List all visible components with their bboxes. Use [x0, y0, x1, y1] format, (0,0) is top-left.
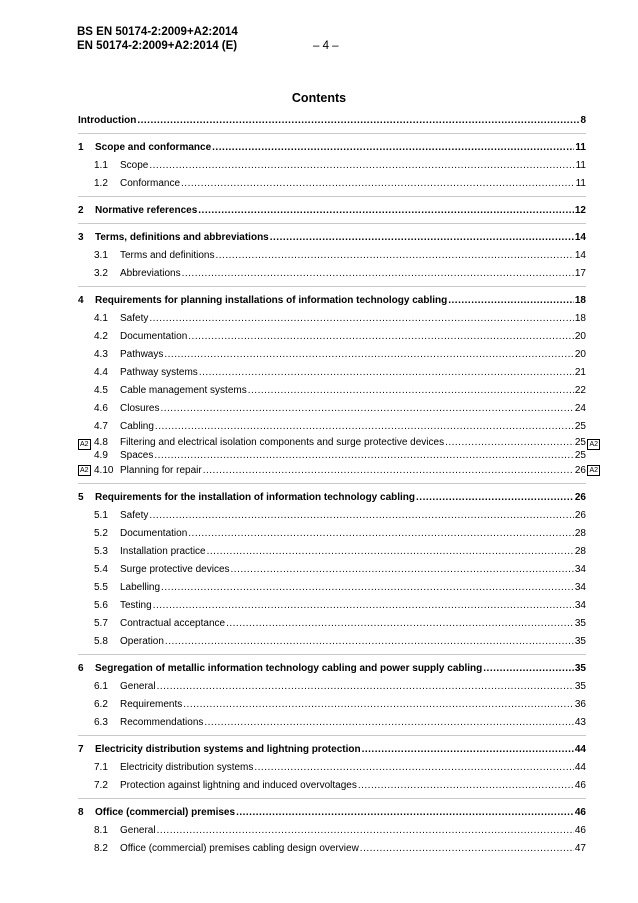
toc-entry-label: Surge protective devices	[120, 564, 230, 575]
toc-entry-number: 4.10	[94, 465, 114, 476]
toc-entry[interactable]	[78, 400, 586, 418]
dot-leader	[198, 202, 574, 220]
toc-entry[interactable]	[78, 310, 586, 328]
toc-entry[interactable]	[78, 382, 586, 400]
toc-entry-page: 8	[580, 115, 586, 126]
toc-entry-page: 35	[574, 681, 586, 692]
toc-entry-page: 14	[574, 232, 586, 243]
toc-entry-page: 28	[574, 528, 586, 539]
toc-entry[interactable]	[78, 579, 586, 597]
toc-entry-label: Installation practice	[120, 546, 206, 557]
toc-entry-label: Requirements for planning installations of information technology cabling	[95, 295, 448, 306]
toc-entry-page: 20	[574, 331, 586, 342]
toc-entry-number: 2	[78, 205, 84, 216]
toc-entry-label: Requirements	[120, 699, 183, 710]
toc-entry-label: General	[120, 825, 156, 836]
dot-leader	[181, 175, 575, 193]
toc-entry-number: 8.2	[94, 843, 108, 854]
contents-title: Contents	[291, 91, 347, 105]
toc-entry[interactable]	[78, 139, 586, 157]
toc-entry[interactable]	[78, 265, 586, 283]
toc-entry-number: 4	[78, 295, 84, 306]
toc-entry-label: Office (commercial) premises cabling design overview	[120, 843, 359, 854]
toc-entry-number: 4.2	[94, 331, 108, 342]
toc-entry[interactable]	[78, 696, 586, 714]
dot-leader	[149, 507, 574, 525]
dot-leader	[153, 597, 574, 615]
toc-entry[interactable]	[78, 112, 586, 130]
toc-entry-number: 5.1	[94, 510, 108, 521]
toc-entry-number: 4.7	[94, 421, 108, 432]
dot-leader	[154, 449, 574, 462]
section-divider	[78, 133, 586, 134]
amendment-end-marker: A2	[589, 467, 598, 474]
dot-leader	[182, 265, 574, 283]
dot-leader	[137, 112, 579, 130]
toc-entry[interactable]	[78, 741, 586, 759]
toc-entry-page: 46	[574, 807, 586, 818]
toc-entry[interactable]	[78, 157, 586, 175]
toc-entry-number: 5.2	[94, 528, 108, 539]
dot-leader	[164, 346, 574, 364]
section-divider	[78, 483, 586, 484]
dot-leader	[483, 660, 574, 678]
toc-entry-page: 47	[574, 843, 586, 854]
toc-entry-page: 26	[574, 465, 586, 476]
dot-leader	[161, 579, 574, 597]
dot-leader	[204, 714, 574, 732]
toc-entry[interactable]	[78, 489, 586, 507]
dot-leader	[188, 525, 574, 543]
toc-entry-page: 43	[574, 717, 586, 728]
toc-entry-number: 6.1	[94, 681, 108, 692]
dot-leader	[157, 822, 574, 840]
toc-entry-label: Operation	[120, 636, 164, 647]
toc-entry-page: 36	[574, 699, 586, 710]
dot-leader	[155, 418, 574, 436]
section-divider	[78, 286, 586, 287]
toc-entry-page: 34	[574, 582, 586, 593]
toc-entry-page: 34	[574, 600, 586, 611]
toc-entry-label: Abbreviations	[120, 268, 181, 279]
document-header	[77, 25, 339, 53]
toc-entry-number: 5.5	[94, 582, 108, 593]
toc-entry-label: Terms and definitions	[120, 250, 215, 261]
header-standard-id: BS EN 50174-2:2009+A2:2014	[77, 26, 238, 38]
toc-entry[interactable]	[78, 449, 586, 462]
toc-entry-number: 6.2	[94, 699, 108, 710]
dot-leader	[236, 804, 574, 822]
toc-entry-page: 26	[574, 510, 586, 521]
toc-entry-page: 25	[574, 421, 586, 432]
toc-entry-label: Introduction	[78, 115, 137, 126]
toc-entry[interactable]	[78, 597, 586, 615]
toc-entry[interactable]	[78, 525, 586, 543]
toc-entry-number: 8.1	[94, 825, 108, 836]
table-of-contents	[78, 112, 598, 858]
toc-entry-label: Segregation of metallic information technology cabling and power supply cabling	[95, 663, 483, 674]
toc-entry[interactable]	[78, 714, 586, 732]
toc-entry-page: 20	[574, 349, 586, 360]
toc-entry[interactable]	[78, 507, 586, 525]
dot-leader	[248, 382, 574, 400]
dot-leader	[160, 400, 573, 418]
toc-entry[interactable]	[78, 247, 586, 265]
dot-leader	[188, 328, 574, 346]
dot-leader	[254, 759, 574, 777]
toc-entry-label: Electricity distribution systems and lightning protection	[95, 744, 361, 755]
dot-leader	[157, 678, 574, 696]
toc-entry-label: Safety	[120, 313, 149, 324]
toc-entry-label: Conformance	[120, 178, 181, 189]
toc-entry-label: Labelling	[120, 582, 161, 593]
toc-entry-label: Documentation	[120, 331, 188, 342]
toc-entry-page: 35	[574, 636, 586, 647]
dot-leader	[226, 615, 574, 633]
toc-entry-number: 5.6	[94, 600, 108, 611]
toc-entry-number: 7.1	[94, 762, 108, 773]
toc-entry[interactable]	[78, 346, 586, 364]
header-standard-id-english: EN 50174-2:2009+A2:2014 (E)	[77, 40, 238, 52]
toc-entry-number: 4.8	[94, 437, 108, 448]
toc-entry-number: 5.3	[94, 546, 108, 557]
toc-entry-page: 22	[574, 385, 586, 396]
section-divider	[78, 196, 586, 197]
toc-entry[interactable]	[78, 436, 598, 449]
toc-entry-page: 25	[574, 437, 586, 448]
toc-entry[interactable]	[78, 229, 586, 247]
toc-entry-number: 5	[78, 492, 84, 503]
toc-entry-label: Contractual acceptance	[120, 618, 226, 629]
amendment-end-marker: A2	[589, 441, 598, 448]
toc-entry-label: Office (commercial) premises	[95, 807, 236, 818]
toc-entry[interactable]	[78, 759, 586, 777]
toc-entry-number: 4.3	[94, 349, 108, 360]
toc-entry[interactable]	[78, 777, 586, 795]
toc-entry[interactable]	[78, 292, 586, 310]
dot-leader	[231, 561, 574, 579]
toc-entry-number: 4.9	[94, 450, 108, 461]
toc-entry-page: 35	[574, 618, 586, 629]
toc-entry-number: 7	[78, 744, 84, 755]
toc-entry-number: 6.3	[94, 717, 108, 728]
toc-entry-label: Scope	[120, 160, 149, 171]
toc-entry-number: 7.2	[94, 780, 108, 791]
toc-entry-page: 17	[574, 268, 586, 279]
dot-leader	[149, 310, 574, 328]
toc-entry-page: 46	[574, 780, 586, 791]
toc-entry-number: 3.1	[94, 250, 108, 261]
toc-entry[interactable]	[78, 364, 586, 382]
toc-entry-label: Recommendations	[120, 717, 204, 728]
toc-entry-page: 14	[574, 250, 586, 261]
dot-leader	[149, 157, 574, 175]
toc-entry-page: 24	[574, 403, 586, 414]
toc-entry-label: Normative references	[95, 205, 198, 216]
toc-entry-number: 4.5	[94, 385, 108, 396]
dot-leader	[183, 696, 574, 714]
toc-entry-number: 8	[78, 807, 84, 818]
toc-entry[interactable]	[78, 543, 586, 561]
dot-leader	[212, 139, 574, 157]
toc-entry-label: Protection against lightning and induced overvoltages	[120, 780, 357, 791]
toc-entry[interactable]	[78, 615, 586, 633]
toc-entry[interactable]	[78, 202, 586, 220]
toc-entry-number: 4.1	[94, 313, 108, 324]
toc-entry-page: 11	[575, 160, 586, 171]
toc-entry-page: 44	[574, 762, 586, 773]
dot-leader	[360, 840, 574, 858]
dot-leader	[362, 741, 574, 759]
toc-entry[interactable]	[78, 175, 586, 193]
toc-entry-page: 11	[575, 178, 586, 189]
toc-entry-label: Requirements for the installation of information technology cabling	[95, 492, 416, 503]
toc-entry[interactable]	[78, 418, 586, 436]
toc-entry[interactable]	[78, 633, 586, 651]
amendment-start-marker: A2	[80, 441, 89, 448]
toc-entry-number: 1.2	[94, 178, 108, 189]
dot-leader	[207, 543, 574, 561]
dot-leader	[270, 229, 574, 247]
toc-entry-page: 11	[575, 142, 586, 153]
toc-entry-label: Spaces	[120, 450, 154, 461]
toc-entry-number: 5.8	[94, 636, 108, 647]
toc-entry-label: General	[120, 681, 156, 692]
toc-entry[interactable]	[78, 804, 586, 822]
toc-entry-number: 6	[78, 663, 84, 674]
toc-entry-label: Pathway systems	[120, 367, 198, 378]
toc-entry[interactable]	[78, 660, 586, 678]
dot-leader	[448, 292, 574, 310]
toc-entry-label: Safety	[120, 510, 149, 521]
toc-entry[interactable]	[78, 840, 586, 858]
toc-entry[interactable]	[78, 561, 586, 579]
toc-entry-label: Documentation	[120, 528, 188, 539]
header-page-number: – 4 –	[313, 40, 339, 52]
toc-entry-label: Pathways	[120, 349, 164, 360]
toc-entry-page: 46	[574, 825, 586, 836]
toc-entry-number: 1	[78, 142, 84, 153]
toc-entry[interactable]	[78, 462, 598, 480]
toc-entry-page: 44	[574, 744, 586, 755]
toc-entry-number: 1.1	[94, 160, 108, 171]
toc-entry[interactable]	[78, 328, 586, 346]
toc-entry-number: 4.4	[94, 367, 108, 378]
dot-leader	[203, 462, 574, 480]
dot-leader	[358, 777, 574, 795]
toc-entry-label: Terms, definitions and abbreviations	[95, 232, 269, 243]
toc-entry-label: Closures	[120, 403, 160, 414]
toc-entry-number: 5.7	[94, 618, 108, 629]
toc-entry-number: 3	[78, 232, 84, 243]
section-divider	[78, 735, 586, 736]
toc-entry-page: 18	[574, 295, 586, 306]
toc-entry-page: 34	[574, 564, 586, 575]
toc-entry-label: Planning for repair	[120, 465, 202, 476]
section-divider	[78, 223, 586, 224]
dot-leader	[165, 633, 574, 651]
toc-entry-page: 35	[574, 663, 586, 674]
toc-entry-page: 28	[574, 546, 586, 557]
toc-entry-page: 21	[574, 367, 586, 378]
toc-entry-label: Scope and conformance	[95, 142, 212, 153]
toc-entry-number: 5.4	[94, 564, 108, 575]
dot-leader	[445, 436, 574, 449]
dot-leader	[216, 247, 574, 265]
toc-entry[interactable]	[78, 822, 586, 840]
section-divider	[78, 654, 586, 655]
toc-entry-page: 18	[574, 313, 586, 324]
dot-leader	[199, 364, 574, 382]
toc-entry-label: Cable management systems	[120, 385, 247, 396]
toc-entry-label: Testing	[120, 600, 152, 611]
toc-entry-page: 25	[574, 450, 586, 461]
section-divider	[78, 798, 586, 799]
toc-entry-page: 12	[574, 205, 586, 216]
toc-entry-number: 4.6	[94, 403, 108, 414]
toc-entry-number: 3.2	[94, 268, 108, 279]
toc-entry-page: 26	[574, 492, 586, 503]
amendment-start-marker: A2	[80, 467, 89, 474]
toc-entry[interactable]	[78, 678, 586, 696]
toc-entry-label: Electricity distribution systems	[120, 762, 254, 773]
toc-entry-label: Filtering and electrical isolation components and surge protective devices	[120, 437, 445, 448]
toc-entry-label: Cabling	[120, 421, 154, 432]
dot-leader	[416, 489, 574, 507]
